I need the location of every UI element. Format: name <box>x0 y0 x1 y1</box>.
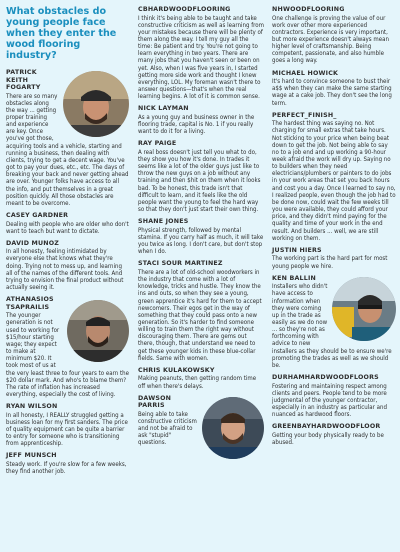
column-2 <box>138 6 264 459</box>
avatar-dawson <box>202 397 264 459</box>
contributor-name: JUSTIN HIERS <box>272 246 322 254</box>
contributor-quote: As a young guy and business owner in the flooring trade, capital is No. 1 if you really want to do it for a living. <box>138 113 255 136</box>
avatar-patrick <box>63 71 129 137</box>
contributor-quote: There are a lot of old-school woodworkers in the industry that come with a lot of knowledge, tricks and hustle. They know the ins and outs, so when they see a young, green apprentice it's hard for them to accept newcomers. Their egos get in the way of something that they could pass onto a new generation. So it's harder to find someone willing to train them the right way without discouraging them. There are gems out there, though, that understand we need to get these younger kids in these blue-collar fields. Same with women. <box>138 268 262 362</box>
contributor-quote: In all honesty, I REALLY struggled getting a business loan for my first sanders. The price of quality equipment can be quite a barrier to entry for someone who is transitioning from apprenticeship. <box>6 411 128 448</box>
contributor-quote: The hardest thing was saying no. Not charging for small extras that take hours. Not sticking to your price when being beat down to get the job. Not being able to say no to a job end and up working a 90-hour week afraid the work will dry up. Saying no to builders when they need electricians/plumbers or painters to do jobs in your work areas that set you back hours and cost you a day. Once I learned to say no, I realized people, even though the job had to be done now, could wait the few weeks till you were available, they could afford your price, and they didn't mind paying for the quality and time of your work in the end result. And builders ... well, we are still working on them. <box>272 120 396 242</box>
contributor-name: ATHANASIOS TSAPRAILIS <box>6 296 54 311</box>
contributor-quote: Making peanuts, then getting random time off when there's delays. <box>138 375 257 390</box>
contributor-name: DAWSON PARRIS <box>138 394 172 410</box>
column-3 <box>272 6 396 451</box>
contributor-quote: There are so many obstacles along the way ... getting proper training and experience are key. Once you've got those, acquiring tools and a vehicle, starting and running a business, then dealing with clients, trying to get a decent wage. You've got to pay your dues, etc., etc. The days of breaking your back and never getting ahead are over. Younger folks have access to all the info, and put themselves in a great position quickly. All those obstacles are meant to be overcome. <box>6 92 129 207</box>
contributor-name: PERFECT_FINISH_ <box>272 111 337 119</box>
article-title: What obstacles do young people face when they enter the wood flooring industry? <box>6 6 117 61</box>
quote-block-dawson <box>138 395 264 459</box>
contributor-name: GREENBAYHARDWOODFLOOR <box>272 423 381 431</box>
quote-block-patrick <box>6 69 129 212</box>
contributor-name: SHANE JONES <box>138 218 189 226</box>
quote-block-athanasios <box>6 296 129 403</box>
avatar-ken <box>332 277 396 341</box>
contributor-quote: The younger generation is not used to working for $15/hour starting wage; they expect to make at minimum $20. It took most of us at the very least three to four years to earn the $20 dollar mark. And who's to blame them? The rate of inflation has increased everything, especially the cost of living. <box>6 312 129 398</box>
contributor-quote: In all honesty, feeling intimidated by everyone else that knows what they're doing. Trying not to mess up, and learning all of the names of the different tools. And trying to envision the final product without actually seeing it. <box>6 248 124 292</box>
contributor-name: CHRIS KULAKOWSKY <box>138 366 215 374</box>
contributor-quote: One challenge is proving the value of our work over other more experienced contractors. Experience is very important, but more experience doesn't always mean higher level of craftsmanship. Being competent, passionate, and also humble goes a long way. <box>272 14 389 65</box>
contributor-name: DAVID MUNOZ <box>6 239 60 247</box>
contributor-quote: Getting your body physically ready to be abused. <box>272 431 384 446</box>
contributor-name: JEFF MUNSCH <box>6 452 57 460</box>
contributor-quote: I think it's being able to be taught and take constructive criticism as well as learning from your mistakes because there will be plenty of them along the way. I tell my guy all the time: Be patient and try. You're not going to learn everything in two years. There are many jobs that you haven't seen or been on yet. Also, when I was five years in, I started getting more side work and thought I knew everything, LOL. My foreman wasn't there to answer questions—that's when the real learning begins. A lot of it is common sense. <box>138 14 264 101</box>
contributor-quote: Physical strength, followed by mental stamina. If you carry half as much, it will take you twice as long. I don't care, but don't stop when I do. <box>138 226 264 256</box>
contributor-quote: Dealing with people who are older who don't want to teach but want to dictate. <box>6 220 129 235</box>
contributor-name: RYAN WILSON <box>6 403 58 411</box>
contributor-quote: Steady work. If you're slow for a few weeks, they find another job. <box>6 460 127 476</box>
contributor-quote: A real boss doesn't just tell you what to do, they show you how it's done. In trades it seems like a lot of the older guys just like to throw the new guys on a job without any training and then $hit on them when it looks bad. To be honest, this trade isn't that difficult to learn, and it feels like the old people want the young to feel the hard way so that they don't just start their own thing. <box>138 148 261 214</box>
contributor-name: NICK LAYMAN <box>138 105 189 113</box>
contributor-name: MICHAEL HOWICK <box>272 69 339 77</box>
contributor-name: PATRICK KEITH FOGARTY <box>6 69 41 91</box>
contributor-quote: Installers who didn't have access to information when they were coming up in the trade as easily as we do now ... so they're not as forthcoming with advice to new installers as they should be to ensure we're promoting the trades as well as we should be. <box>272 283 392 369</box>
contributor-name: KEN BALLIN <box>272 274 316 282</box>
contributor-name: CASEY GARDNER <box>6 212 69 219</box>
quote-block-ken <box>272 275 396 374</box>
avatar-athanasios <box>67 300 129 362</box>
contributor-name: CBHARDWOODFLOORING <box>138 6 231 13</box>
contributor-quote: It's hard to convince someone to bust their a$$ when they can make the same starting wage at a cake job. They don't see the long term. <box>272 78 392 107</box>
column-1 <box>6 6 129 480</box>
contributor-name: NHWOODFLOORING <box>272 6 345 13</box>
contributor-quote: Being able to take constructive criticism and not be afraid to ask "stupid" questions. <box>138 410 197 447</box>
contributor-name: STACI SOUR MARTINEZ <box>138 260 223 268</box>
contributor-name: DURHAMHARDWOODFLOORS <box>272 374 379 382</box>
contributor-quote: Fostering and maintaining respect among clients and peers. People tend to be more judgmental of the younger contractor, especially in an industry as particular and nuanced as hardwood floors. <box>272 382 387 419</box>
contributor-name: RAY PAIGE <box>138 140 177 148</box>
contributor-quote: The working part is the hard part for most young people we hire. <box>272 255 388 270</box>
